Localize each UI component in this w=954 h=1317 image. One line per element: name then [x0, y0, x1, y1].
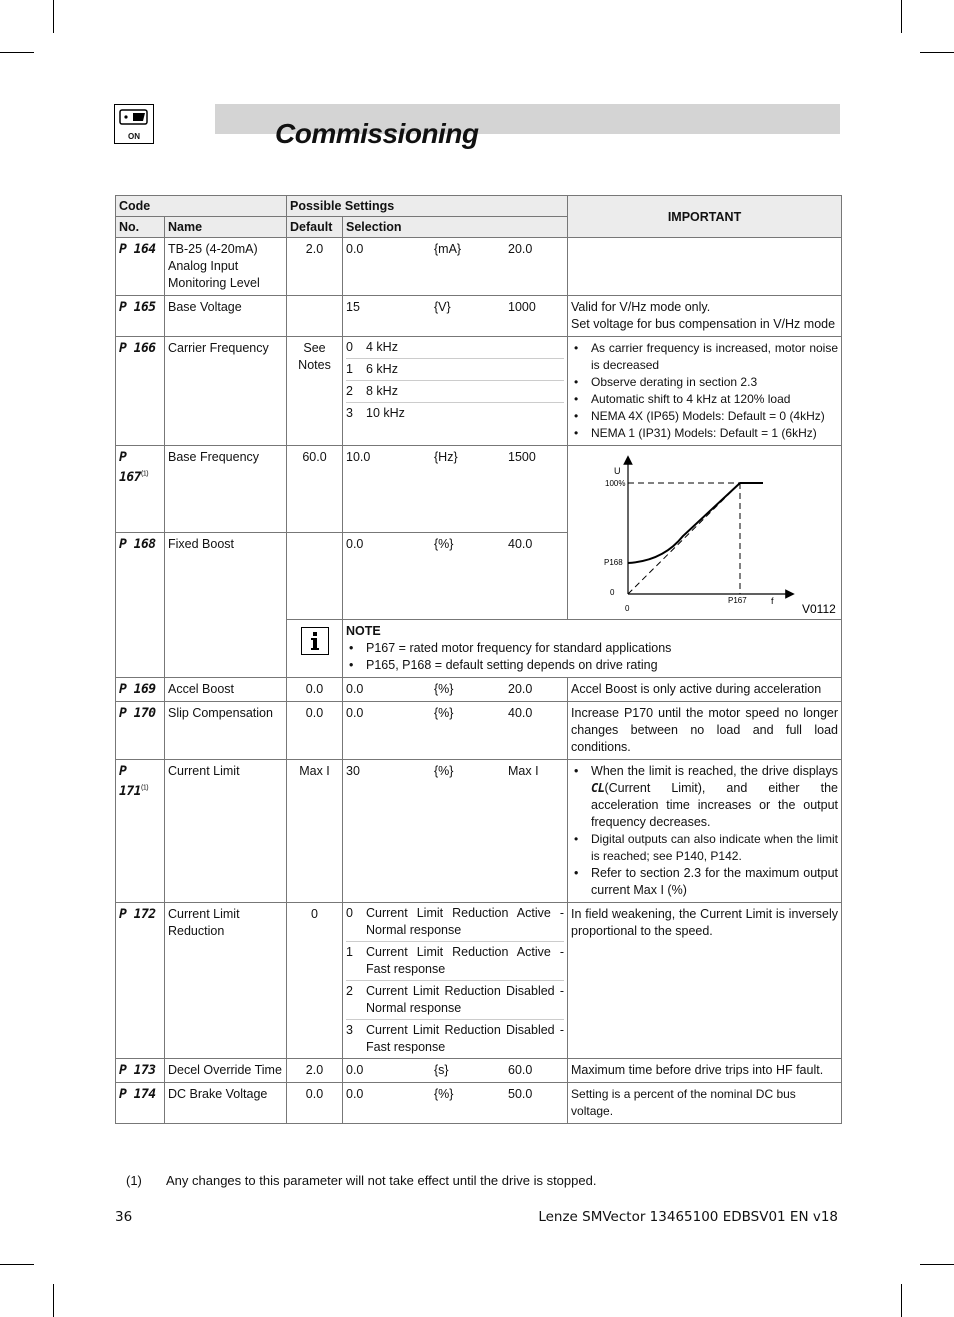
- note-content: [343, 620, 842, 678]
- selection-option: [346, 981, 564, 1020]
- table-row: [116, 238, 842, 296]
- header-possible-settings: Possible Settings: [287, 196, 568, 217]
- parameter-default: [287, 296, 343, 337]
- range-unit: {%}: [434, 1087, 454, 1101]
- range-min: 0.0: [346, 537, 364, 551]
- code-text: P 167: [119, 450, 141, 486]
- option-text: Current Limit Reduction Active - Normal response: [366, 906, 565, 937]
- vhz-curve-graph: [568, 446, 840, 618]
- selection-range: [346, 705, 564, 722]
- option-text: 8 kHz: [366, 384, 398, 398]
- x-zero-label: 0: [625, 604, 630, 613]
- note-bullet: • As carrier frequency is increased, motor noise is decreased: [571, 340, 838, 374]
- display-code: CL: [591, 781, 605, 795]
- code-text: P 171: [119, 764, 141, 800]
- range-min: 0.0: [346, 242, 364, 256]
- switch-icon: [115, 105, 152, 131]
- f-axis-label: f: [771, 596, 774, 606]
- range-unit: {%}: [434, 706, 454, 720]
- range-min: 0.0: [346, 706, 364, 720]
- crop-mark: [53, 0, 54, 33]
- option-number: 3: [346, 406, 353, 420]
- u-axis-label: U: [614, 466, 621, 476]
- vhz-graph-cell: [568, 446, 842, 620]
- important-note: [568, 238, 842, 296]
- range-min: 30: [346, 764, 360, 778]
- note-bullet: • NEMA 1 (IP31) Models: Default = 1 (6kHz): [571, 425, 838, 442]
- page-number: 36: [115, 1209, 133, 1225]
- parameter-default: 0: [287, 903, 343, 1059]
- table-row: [116, 296, 842, 337]
- header-default: Default: [287, 217, 343, 238]
- footnote-ref: (1): [140, 785, 149, 792]
- range-max: 1500: [508, 450, 536, 464]
- footnote-mark: (1): [126, 1173, 142, 1188]
- range-max: 40.0: [508, 537, 533, 551]
- parameter-code: P 165: [119, 300, 156, 315]
- selection-option: [346, 903, 564, 942]
- parameter-code: P 166: [119, 341, 156, 356]
- table-row: [116, 1059, 842, 1083]
- parameter-name: Slip Compensation: [165, 702, 287, 760]
- important-note: Maximum time before drive trips into HF fault.: [568, 1059, 842, 1083]
- parameter-default: 2.0: [287, 1059, 343, 1083]
- crop-mark: [920, 1264, 954, 1265]
- range-max: 20.0: [508, 682, 533, 696]
- parameter-name: TB-25 (4-20mA) Analog Input Monitoring Level: [165, 238, 287, 296]
- note-bullet: • P165, P168 = default setting depends on drive rating: [346, 657, 838, 674]
- parameter-default: 0.0: [287, 1083, 343, 1124]
- range-min: 0.0: [346, 682, 364, 696]
- selection-option: [346, 1020, 564, 1058]
- note-bullet: • Automatic shift to 4 kHz at 120% load: [571, 391, 838, 408]
- range-min: 0.0: [346, 1087, 364, 1101]
- parameter-default: 0.0: [287, 702, 343, 760]
- footnote-ref: (1): [140, 471, 149, 478]
- option-number: 0: [346, 906, 353, 920]
- selection-option: [346, 942, 564, 981]
- table-row: [116, 1083, 842, 1124]
- option-number: 1: [346, 362, 353, 376]
- parameter-name: DC Brake Voltage: [165, 1083, 287, 1124]
- parameter-table: [115, 195, 842, 1124]
- table-row: [116, 760, 842, 903]
- crop-mark: [920, 52, 954, 53]
- range-max: 20.0: [508, 242, 533, 256]
- parameter-default: Max I: [287, 760, 343, 903]
- option-text: 6 kHz: [366, 362, 398, 376]
- figure-ref: V0112: [802, 602, 836, 616]
- crop-mark: [901, 0, 902, 33]
- range-unit: {s}: [434, 1063, 449, 1077]
- range-unit: {%}: [434, 764, 454, 778]
- table-row: [116, 702, 842, 760]
- parameter-default: 2.0: [287, 238, 343, 296]
- option-number: 2: [346, 384, 353, 398]
- parameter-default: See Notes: [287, 337, 343, 446]
- header-important: IMPORTANT: [568, 196, 842, 238]
- range-max: 50.0: [508, 1087, 533, 1101]
- table-row: [116, 903, 842, 1059]
- option-text: Current Limit Reduction Disabled - Fast response: [366, 1023, 565, 1054]
- parameter-name: Base Frequency: [165, 446, 287, 533]
- option-text: 4 kHz: [366, 340, 398, 354]
- option-number: 2: [346, 984, 353, 998]
- info-icon: [301, 627, 329, 655]
- range-max: Max I: [508, 764, 539, 778]
- important-note: [568, 296, 842, 337]
- parameter-name: Decel Override Time: [165, 1059, 287, 1083]
- selection-range: [346, 449, 564, 466]
- parameter-name: Current Limit: [165, 760, 287, 903]
- range-unit: {Hz}: [434, 450, 458, 464]
- note-bullet: • Refer to section 2.3 for the maximum output current Max I (%): [571, 865, 838, 899]
- important-note: Increase P170 until the motor speed no longer changes between no load and full load conditions.: [568, 702, 842, 760]
- switch-label: ON: [128, 132, 140, 141]
- note-bullet: • Observe derating in section 2.3: [571, 374, 838, 391]
- crop-mark: [0, 52, 34, 53]
- important-note: [568, 337, 842, 446]
- parameter-name: Current Limit Reduction: [165, 903, 287, 1059]
- option-text: Current Limit Reduction Active - Fast response: [366, 945, 565, 976]
- footnote: [126, 1173, 597, 1188]
- option-text: Current Limit Reduction Disabled - Normal response: [366, 984, 565, 1015]
- power-switch-icon: [114, 104, 154, 144]
- selection-range: [346, 681, 564, 698]
- parameter-name: Base Voltage: [165, 296, 287, 337]
- range-max: 40.0: [508, 706, 533, 720]
- parameter-default: 0.0: [287, 678, 343, 702]
- table-row: [116, 678, 842, 702]
- note-text: (Current Limit), and either the acceleration time increases or the output frequency decreases.: [591, 781, 839, 829]
- range-max: 60.0: [508, 1063, 533, 1077]
- footnote-text: Any changes to this parameter will not take effect until the drive is stopped.: [166, 1173, 597, 1188]
- document-id: Lenze SMVector 13465100 EDBSV01 EN v18: [538, 1209, 838, 1225]
- parameter-code: P 170: [119, 706, 156, 721]
- parameter-code: P 164: [119, 242, 156, 257]
- parameter-code: P 168: [119, 537, 156, 552]
- range-min: 10.0: [346, 450, 371, 464]
- selection-option: [346, 403, 564, 424]
- option-text: 10 kHz: [366, 406, 405, 420]
- boost-curve: [628, 483, 763, 563]
- selection-range: [346, 299, 564, 316]
- info-glyph-icon: [308, 631, 322, 651]
- table-row: [116, 446, 842, 533]
- parameter-name: Carrier Frequency: [165, 337, 287, 446]
- crop-mark: [53, 1284, 54, 1317]
- selection-range: [346, 241, 564, 258]
- crop-mark: [0, 1264, 34, 1265]
- parameter-name: Accel Boost: [165, 678, 287, 702]
- crop-mark: [901, 1284, 902, 1317]
- parameter-code: [119, 764, 148, 799]
- parameter-code: P 173: [119, 1063, 156, 1078]
- range-unit: {%}: [434, 682, 454, 696]
- note-bullet: [571, 763, 838, 831]
- parameter-code: P 172: [119, 907, 156, 922]
- header-code: Code: [116, 196, 287, 217]
- note-bullet: • NEMA 4X (IP65) Models: Default = 0 (4kHz): [571, 408, 838, 425]
- note-bullet: • P167 = rated motor frequency for standard applications: [346, 640, 838, 657]
- range-min: 15: [346, 300, 360, 314]
- table-header-row: [116, 196, 842, 217]
- u100-label: 100%: [605, 479, 626, 488]
- important-note: In field weakening, the Current Limit is inversely proportional to the speed.: [568, 903, 842, 1059]
- selection-range: [346, 1062, 564, 1079]
- important-note: Setting is a percent of the nominal DC bus voltage.: [568, 1083, 842, 1124]
- selection-option: [346, 359, 564, 381]
- p168-label: P168: [604, 558, 623, 567]
- header-selection: Selection: [343, 217, 568, 238]
- parameter-code: P 169: [119, 682, 156, 697]
- selection-range: [346, 1086, 564, 1103]
- header-no: No.: [116, 217, 165, 238]
- parameter-name: Fixed Boost: [165, 533, 287, 678]
- note-icon-cell: [287, 620, 343, 678]
- parameter-default: [287, 533, 343, 620]
- note-text: When the limit is reached, the drive displays: [591, 764, 839, 778]
- range-max: 1000: [508, 300, 536, 314]
- range-min: 0.0: [346, 1063, 364, 1077]
- option-number: 0: [346, 340, 353, 354]
- range-unit: {%}: [434, 537, 454, 551]
- page-title: Commissioning: [275, 118, 479, 149]
- note-line: Set voltage for bus compensation in V/Hz mode: [571, 317, 836, 331]
- note-line: Valid for V/Hz mode only.: [571, 300, 711, 314]
- note-title: NOTE: [346, 624, 381, 638]
- header-name: Name: [165, 217, 287, 238]
- important-note: [568, 760, 842, 903]
- y-zero-label: 0: [610, 588, 615, 597]
- parameter-code: P 174: [119, 1087, 156, 1102]
- selection-option: [346, 381, 564, 403]
- option-number: 1: [346, 945, 353, 959]
- selection-option: [346, 337, 564, 359]
- parameter-default: 60.0: [287, 446, 343, 533]
- selection-range: [346, 763, 564, 780]
- p167-label: P167: [728, 596, 747, 605]
- option-number: 3: [346, 1023, 353, 1037]
- parameter-code: [119, 450, 148, 485]
- selection-range: [346, 536, 564, 553]
- table-row: [116, 337, 842, 446]
- important-note: Accel Boost is only active during acceleration: [568, 678, 842, 702]
- note-bullet: • Digital outputs can also indicate when the limit is reached; see P140, P142.: [571, 831, 838, 865]
- range-unit: {V}: [434, 300, 451, 314]
- range-unit: {mA}: [434, 242, 462, 256]
